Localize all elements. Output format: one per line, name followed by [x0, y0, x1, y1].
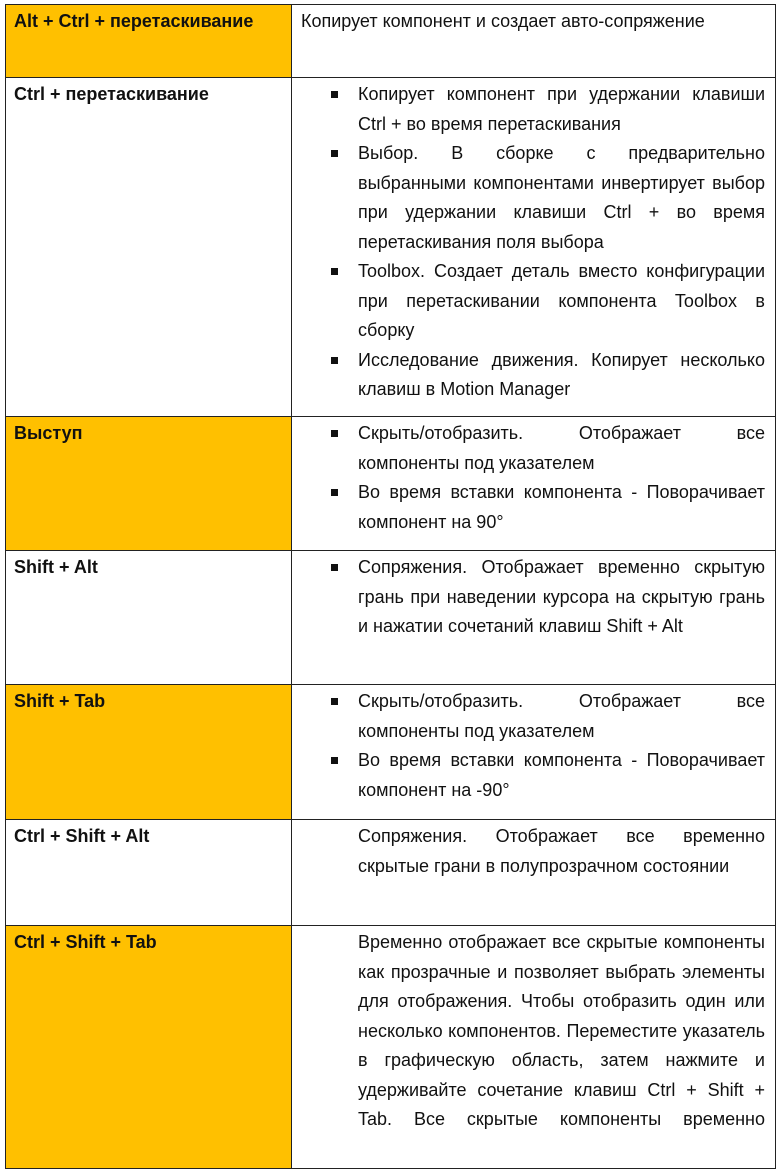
list-item: [298, 478, 765, 537]
table-row: [6, 417, 776, 551]
bullet-icon: [331, 357, 338, 364]
shortcut-key: Shift + Tab: [6, 685, 292, 820]
bullet-list: [298, 419, 765, 537]
shortcut-key: Ctrl + Shift + Alt: [6, 820, 292, 926]
bullet-icon: [331, 430, 338, 437]
shortcut-key: Ctrl + Shift + Tab: [6, 926, 292, 1169]
description-text: Временно отображает все скрытые компоненты как прозрачные и позволяет выбрать элементы для отображения. Чтобы отобразить один или несколько компонентов. Переместите указатель в графическую область, затем нажмите и удерживайте сочетание клавиш Ctrl + Shift + Tab. Все скрытые компоненты временно: [358, 932, 765, 1129]
shortcut-description: [292, 417, 776, 551]
bullet-icon: [331, 150, 338, 157]
description-text: Сопряжения. Отображает все временно скрытые грани в полупрозрачном состоянии: [358, 826, 765, 876]
description-text: Копирует компонент и создает авто-сопряжение: [301, 11, 705, 31]
shortcut-description: [292, 551, 776, 685]
shortcut-key: Alt + Ctrl + перетаскивание: [6, 5, 292, 78]
bullet-icon: [331, 489, 338, 496]
bullet-icon: [331, 91, 338, 98]
list-item: [298, 257, 765, 346]
shortcut-description: [292, 685, 776, 820]
bullet-icon: [331, 564, 338, 571]
list-item: [298, 80, 765, 139]
list-item: [298, 553, 765, 642]
table-row: [6, 820, 776, 926]
list-item-text: Скрыть/отобразить. Отображает все компоненты под указателем: [358, 691, 765, 741]
bullet-list: [298, 687, 765, 805]
table-row: [6, 926, 776, 1169]
table-row: [6, 551, 776, 685]
list-item-text: Во время вставки компонента - Поворачивает компонент на 90°: [358, 482, 765, 532]
shortcut-description: [292, 926, 776, 1169]
list-item: [298, 139, 765, 257]
list-item-text: Во время вставки компонента - Поворачивает компонент на -90°: [358, 750, 765, 800]
list-item-text: Скрыть/отобразить. Отображает все компоненты под указателем: [358, 423, 765, 473]
shortcut-key: Shift + Alt: [6, 551, 292, 685]
list-item-text: Toolbox. Создает деталь вместо конфигурации при перетаскивании компонента Toolbox в сборку: [358, 261, 765, 340]
shortcut-table: [5, 4, 776, 1169]
list-item: [298, 687, 765, 746]
table-row: [6, 685, 776, 820]
table-row: [6, 78, 776, 417]
list-item-text: Копирует компонент при удержании клавиши Ctrl + во время перетаскивания: [358, 84, 765, 134]
bullet-icon: [331, 757, 338, 764]
shortcut-description: [292, 820, 776, 926]
shortcut-key: Ctrl + перетаскивание: [6, 78, 292, 417]
list-item: [298, 746, 765, 805]
list-item: [298, 346, 765, 405]
list-item-text: Исследование движения. Копирует несколько клавиш в Motion Manager: [358, 349, 765, 399]
table-row: [6, 5, 776, 78]
bullet-icon: [331, 268, 338, 275]
shortcut-key: Выступ: [6, 417, 292, 551]
list-item-text: Сопряжения. Отображает временно скрытую грань при наведении курсора на скрытую грань и нажатии сочетаний клавиш Shift + Alt: [358, 557, 765, 636]
shortcut-description: [292, 5, 776, 78]
list-item-text: Выбор. В сборке с предварительно выбранными компонентами инвертирует выбор при удержании клавиши Ctrl + во время перетаскивания поля выбора: [358, 143, 765, 252]
list-item: [298, 419, 765, 478]
shortcut-description: [292, 78, 776, 417]
bullet-icon: [331, 698, 338, 705]
bullet-list: [298, 553, 765, 642]
bullet-list: [298, 80, 765, 405]
